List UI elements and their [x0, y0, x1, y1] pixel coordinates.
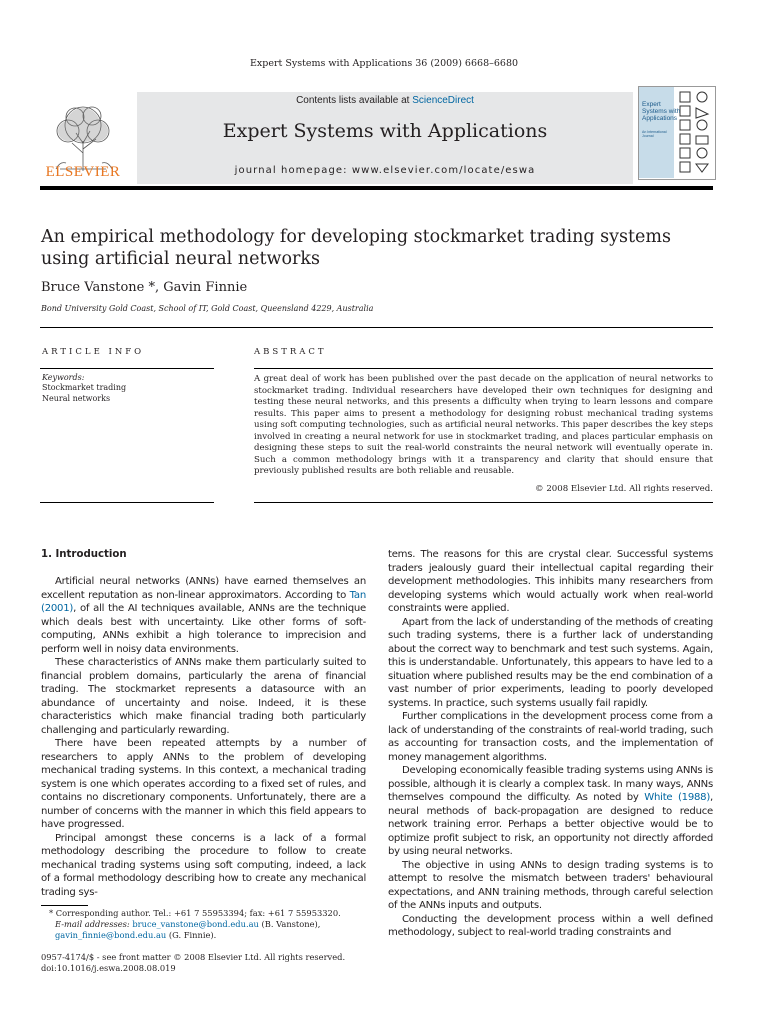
email-owner: (B. Vanstone), [258, 919, 321, 929]
journal-citation: Expert Systems with Applications 36 (2009) 6668–6680 [249, 58, 519, 69]
keywords-list [42, 383, 126, 404]
publisher-wordmark: ELSEVIER [45, 164, 121, 180]
body-paragraph [41, 575, 366, 656]
email-owner: (G. Finnie). [166, 930, 217, 940]
body-paragraph: Conducting the development process within a well defined methodology, subject to real-world trading constraints and [388, 913, 713, 938]
body-paragraph: There have been repeated attempts by a number of researchers to apply ANNs to the problem of developing mechanical trading systems. In this context, a mechanical trading system is one which operates according to a fixed set of rules, and contains no discretionary components. Unfortunately, there are a number of concerns with the manner in which this field appears to have progressed. [41, 738, 366, 830]
body-paragraph: Principal amongst these concerns is a lack of a formal methodology describing the procedure to follow to create mechanical trading systems using soft computing, indeed, a lack of a formal methodology describing how to create any mechanical trading sys- [41, 832, 366, 898]
journal-title: Expert Systems with Applications [222, 120, 548, 142]
contents-prefix: Contents lists available at [296, 95, 413, 106]
text-run: Artificial neural networks (ANNs) have earned themselves an excellent reputation as non-linear approximators. According to [41, 576, 366, 601]
body-column-right [388, 548, 713, 940]
section-heading-introduction: 1. Introduction [41, 549, 127, 560]
header-divider [40, 186, 713, 190]
info-divider-top [40, 368, 214, 369]
body-paragraph: tems. The reasons for this are crystal clear. Successful systems traders jealously guard their intellectual capital regarding their development methodologies. This inhibits many researchers from developing systems which would actually work when real-world constraints were applied. [388, 549, 713, 614]
article-info-heading: ARTICLE INFO [42, 347, 145, 357]
email-link-vanstone[interactable]: bruce_vanstone@bond.edu.au [132, 919, 259, 929]
email-note [41, 919, 366, 941]
body-paragraph [388, 764, 713, 859]
contents-line [137, 95, 633, 106]
abstract-divider-top [254, 368, 713, 369]
email-label: E-mail addresses: [55, 919, 133, 929]
abstract-heading: ABSTRACT [254, 347, 327, 357]
issn-line: 0957-4174/$ - see front matter © 2008 Elsevier Ltd. All rights reserved. [41, 952, 346, 962]
doi-line[interactable]: doi:10.1016/j.eswa.2008.08.019 [41, 963, 176, 973]
citation-link-tan[interactable]: Tan (2001) [41, 589, 366, 614]
body-paragraph: These characteristics of ANNs make them particularly suited to financial problem domains, particularly the arena of financial trading. The stockmarket represents a datasource with an abundance of uncertainty and noise. Indeed, it is these characteristics which make financial trading both particularly challenging and particularly rewarding. [41, 657, 366, 736]
article-title: An empirical methodology for developing stockmarket trading systems using artificial neural networks [41, 227, 671, 269]
abstract-text: A great deal of work has been published over the past decade on the application of neural networks to stockmarket trading. Individual researchers have developed their own techniques for designing and testing these neural networks, and this presents a difficulty when trying to learn lessons and compare results. This paper aims to present a methodology for designing robust mechanical trading systems using soft computing technologies, such as artificial neural networks. This paper describes the key steps involved in creating a neural network for use in stockmarket trading, and places particular emphasis on designing these steps to suit the real-world constraints the neural network will eventually operate in. Such a common methodology brings with it a transparency and clarity that should ensure that previously published results are both reliable and reusable. [254, 374, 713, 476]
abstract-copyright: © 2008 Elsevier Ltd. All rights reserved. [535, 484, 713, 494]
abstract-divider-bottom [254, 502, 713, 503]
affiliation-divider [40, 327, 713, 328]
email-link-finnie[interactable]: gavin_finnie@bond.edu.au [55, 930, 167, 940]
author-affiliation: Bond University Gold Coast, School of IT, Gold Coast, Queensland 4229, Australia [41, 304, 374, 313]
front-matter-info [41, 952, 345, 974]
text-run: Developing economically feasible trading systems using ANNs is possible, although it is clearly a complex task. In many ways, ANNs themselves compound the difficulty. As noted by [388, 765, 713, 803]
text-run: , neural methods of back-propagation are designed to reduce network training error. Perhaps a better objective would be to optimize profit subject to risk, an opportunity not directly afforded by using neural networks. [388, 792, 714, 857]
journal-homepage[interactable]: journal homepage: www.elsevier.com/locate/eswa [234, 165, 536, 176]
keyword-item: Stockmarket trading [42, 383, 127, 392]
body-paragraph: The objective in using ANNs to design trading systems is to attempt to resolve the mismatch between traders' behavioural expectations, and ANN training methods, through careful selection of the ANNs inputs and outputs. [388, 859, 713, 911]
author-list: Bruce Vanstone *, Gavin Finnie [41, 280, 248, 295]
sciencedirect-link[interactable]: ScienceDirect [412, 95, 474, 106]
cover-title: Expert Systems with Applications [642, 101, 681, 122]
cover-subtitle: An International Journal [642, 130, 667, 138]
citation-link-white[interactable]: White (1988) [644, 792, 711, 803]
text-run: , of all the AI techniques available, ANNs are the technique which deals best with uncertainty. Like other forms of soft-computing, ANNs exhibit a high tolerance to imprecision and perform well in noisy data environments. [41, 603, 366, 655]
footnote [41, 908, 366, 941]
keywords-label: Keywords: [42, 373, 85, 382]
corresponding-author-note: * Corresponding author. Tel.: +61 7 55953394; fax: +61 7 55953320. [49, 908, 341, 918]
keyword-item: Neural networks [42, 393, 111, 403]
body-column-left [41, 575, 366, 899]
footnote-divider [41, 905, 88, 906]
body-paragraph: Further complications in the development process come from a lack of understanding of the constraints of real-world trading, such as accounting for transaction costs, and the implementation of money management algorithms. [388, 711, 713, 763]
info-divider-bottom [40, 502, 214, 503]
body-paragraph: Apart from the lack of understanding of the methods of creating such trading systems, there is a further lack of understanding about the correct way to benchmark and test such systems. Again, this is understandable. Unfortunately, this appears to have led to a situation where published results may be the end combination of a vast number of prior experiments, leading to poorly developed systems. In practice, such systems usually fail rapidly. [388, 616, 713, 709]
